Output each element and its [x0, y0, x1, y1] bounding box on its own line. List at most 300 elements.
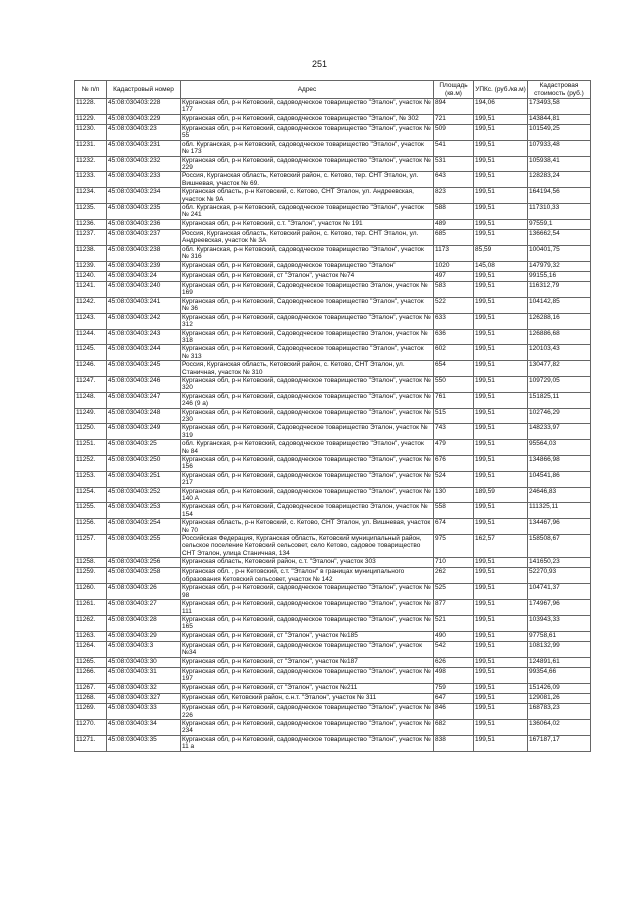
address-cell: Курганская область, р-н Кетовский, с. Кетово, СНТ Эталон, ул. Вишневая, участок № 70 [181, 519, 434, 535]
upks-cell: 199,51 [474, 204, 528, 220]
address-cell: Курганская обл, р-н Кетовский, садоводческое товарищество "Эталон", участок № 11 а [181, 735, 434, 751]
address-cell: обл. Курганская, р-н Кетовский, садоводческое товарищество "Эталон", участок № 173 [181, 140, 434, 156]
table-row [75, 114, 591, 124]
table-row [75, 99, 591, 115]
cadastral-value-cell: 97758,61 [528, 631, 591, 641]
table-row [75, 313, 591, 329]
area-cell: 626 [434, 657, 474, 667]
cadastral-number-cell: 45:08:030403:32 [107, 683, 181, 693]
cadastral-value-cell: 136064,02 [528, 719, 591, 735]
upks-cell: 199,51 [474, 345, 528, 361]
upks-cell: 199,51 [474, 693, 528, 703]
area-cell: 498 [434, 667, 474, 683]
address-cell: Курганская обл, Кетовский район, с.н.т. "Эталон", участок № 311 [181, 693, 434, 703]
table-row [75, 271, 591, 281]
upks-cell: 199,51 [474, 188, 528, 204]
area-cell: 521 [434, 615, 474, 631]
area-cell: 676 [434, 456, 474, 472]
cadastral-value-cell: 107933,48 [528, 140, 591, 156]
cadastral-number-cell: 45:08:030403:35 [107, 735, 181, 751]
table-row [75, 535, 591, 558]
cadastral-number-cell: 45:08:030403:231 [107, 140, 181, 156]
cadastral-number-cell: 45:08:030403:251 [107, 471, 181, 487]
page-number: 251 [311, 59, 328, 69]
address-cell: Курганская обл. , р-н Кетовский, с.т. "Эталон" в границах муниципального образования Кетовский сельсовет, участок № 142 [181, 568, 434, 584]
row-number-cell: 11238. [75, 245, 107, 261]
area-cell: 542 [434, 641, 474, 657]
address-cell: Курганская область, р-н Кетовский, с. Кетово, СНТ Эталон, ул. Андреевская, участок № 9А [181, 188, 434, 204]
area-cell: 743 [434, 424, 474, 440]
table-row [75, 245, 591, 261]
upks-cell: 199,51 [474, 657, 528, 667]
area-cell: 558 [434, 503, 474, 519]
address-cell: Курганская обл, р-н Кетовский, садоводческое товарищество "Эталон", участок № 177 [181, 99, 434, 115]
row-number-cell: 11264. [75, 641, 107, 657]
address-cell: Курганская обл, р-н Кетовский, садоводческое товарищество "Эталон", участок № 165 [181, 615, 434, 631]
address-cell: обл. Курганская, р-н Кетовский, садоводческое товарищество "Эталон", участок № 241 [181, 204, 434, 220]
area-cell: 674 [434, 519, 474, 535]
area-cell: 975 [434, 535, 474, 558]
row-number-cell: 11234. [75, 188, 107, 204]
table-row [75, 140, 591, 156]
upks-cell: 199,51 [474, 230, 528, 246]
area-cell: 509 [434, 125, 474, 141]
cadastral-number-cell: 45:08:030403:30 [107, 657, 181, 667]
address-cell: Курганская обл, р-н Кетовский, садоводческое товарищество "Эталон", участок № 312 [181, 313, 434, 329]
address-cell: Курганская обл, р-н Кетовский, садоводческое товарищество "Эталон", участок № 98 [181, 584, 434, 600]
area-cell: 515 [434, 408, 474, 424]
row-number-cell: 11247. [75, 376, 107, 392]
cadastral-number-cell: 45:08:030403:234 [107, 188, 181, 204]
cadastral-number-cell: 45:08:030403:233 [107, 172, 181, 188]
address-cell: обл. Курганская, р-н Кетовский, садоводческое товарищество "Эталон", участок № 84 [181, 440, 434, 456]
cadastral-number-cell: 45:08:030403:327 [107, 693, 181, 703]
area-cell: 489 [434, 219, 474, 229]
upks-cell: 199,51 [474, 719, 528, 735]
cadastral-number-cell: 45:08:030403:23 [107, 125, 181, 141]
row-number-cell: 11228. [75, 99, 107, 115]
upks-cell: 85,59 [474, 245, 528, 261]
row-number-cell: 11251. [75, 440, 107, 456]
cadastral-number-cell: 45:08:030403:229 [107, 114, 181, 124]
address-cell: Курганская обл, р-н Кетовский, садоводческое товарищество "Эталон", участок № 140 А [181, 487, 434, 503]
address-cell: Курганская обл, р-н Кетовский, садоводческое товарищество "Эталон", участок № 234 [181, 719, 434, 735]
area-cell: 682 [434, 719, 474, 735]
address-cell: Курганская обл, р-н Кетовский, садоводческое товарищество "Эталон", участок № 246 (9 а) [181, 392, 434, 408]
table-row [75, 615, 591, 631]
table-row [75, 667, 591, 683]
row-number-cell: 11237. [75, 230, 107, 246]
table-row [75, 329, 591, 345]
table-row [75, 392, 591, 408]
header-upks: УПКс. (руб./кв.м) [474, 81, 528, 99]
cadastral-value-cell: 143844,81 [528, 114, 591, 124]
upks-cell: 199,51 [474, 735, 528, 751]
table-row [75, 631, 591, 641]
upks-cell: 199,51 [474, 440, 528, 456]
cadastral-number-cell: 45:08:030403:238 [107, 245, 181, 261]
cadastral-value-cell: 99155,16 [528, 271, 591, 281]
address-cell: Россия, Курганская область, Кетовский район, с. Кетово, тер. СНТ Эталон, ул. Вишневая, участок № 69. [181, 172, 434, 188]
cadastral-value-cell: 151426,09 [528, 683, 591, 693]
upks-cell: 199,51 [474, 503, 528, 519]
header-cadastral-number: Кадастровый номер [107, 81, 181, 99]
upks-cell: 199,51 [474, 114, 528, 124]
table-row [75, 693, 591, 703]
cadastral-value-cell: 99354,66 [528, 667, 591, 683]
row-number-cell: 11265. [75, 657, 107, 667]
row-number-cell: 11236. [75, 219, 107, 229]
area-cell: 1020 [434, 261, 474, 271]
row-number-cell: 11263. [75, 631, 107, 641]
upks-cell: 199,51 [474, 219, 528, 229]
address-cell: Россия, Курганская область, Кетовский район, с. Кетово, СНТ Эталон, ул. Станичная, участок № 310 [181, 361, 434, 377]
upks-cell: 189,59 [474, 487, 528, 503]
area-cell: 710 [434, 558, 474, 568]
cadastral-number-cell: 45:08:030403:228 [107, 99, 181, 115]
row-number-cell: 11268. [75, 693, 107, 703]
cadastral-value-cell: 173493,58 [528, 99, 591, 115]
row-number-cell: 11248. [75, 392, 107, 408]
cadastral-number-cell: 45:08:030403:33 [107, 704, 181, 720]
cadastral-number-cell: 45:08:030403:256 [107, 558, 181, 568]
area-cell: 522 [434, 297, 474, 313]
area-cell: 643 [434, 172, 474, 188]
upks-cell: 199,51 [474, 683, 528, 693]
row-number-cell: 11232. [75, 156, 107, 172]
cadastral-value-cell: 100401,75 [528, 245, 591, 261]
row-number-cell: 11230. [75, 125, 107, 141]
table-row [75, 230, 591, 246]
area-cell: 894 [434, 99, 474, 115]
cadastral-value-cell: 97559,1 [528, 219, 591, 229]
address-cell: Курганская обл, р-н Кетовский, ст "Эталон", участок №74 [181, 271, 434, 281]
area-cell: 761 [434, 392, 474, 408]
cadastral-number-cell: 45:08:030403:241 [107, 297, 181, 313]
upks-cell: 199,51 [474, 172, 528, 188]
upks-cell: 199,51 [474, 667, 528, 683]
address-cell: Курганская обл, р-н Кетовский, садоводческое товарищество "Эталон", участок № 55 [181, 125, 434, 141]
row-number-cell: 11233. [75, 172, 107, 188]
row-number-cell: 11259. [75, 568, 107, 584]
area-cell: 654 [434, 361, 474, 377]
area-cell: 823 [434, 188, 474, 204]
area-cell: 550 [434, 376, 474, 392]
cadastral-value-cell: 103943,33 [528, 615, 591, 631]
area-cell: 846 [434, 704, 474, 720]
address-cell: Курганская обл, р-н Кетовский, Садоводческое товарищество "Эталон", участок № 313 [181, 345, 434, 361]
upks-cell: 199,51 [474, 392, 528, 408]
cadastral-number-cell: 45:08:030403:258 [107, 568, 181, 584]
cadastral-value-cell: 128283,24 [528, 172, 591, 188]
cadastral-value-cell: 126886,68 [528, 329, 591, 345]
upks-cell: 199,51 [474, 456, 528, 472]
table-row [75, 719, 591, 735]
cadastral-value-cell: 164194,56 [528, 188, 591, 204]
cadastral-number-cell: 45:08:030403:252 [107, 487, 181, 503]
upks-cell: 199,51 [474, 641, 528, 657]
cadastral-number-cell: 45:08:030403:242 [107, 313, 181, 329]
cadastral-number-cell: 45:08:030403:245 [107, 361, 181, 377]
area-cell: 479 [434, 440, 474, 456]
table-row [75, 584, 591, 600]
upks-cell: 199,51 [474, 471, 528, 487]
cadastral-value-cell: 117310,33 [528, 204, 591, 220]
cadastral-number-cell: 45:08:030403:239 [107, 261, 181, 271]
table-row [75, 261, 591, 271]
cadastral-value-cell: 24646,83 [528, 487, 591, 503]
table-row [75, 519, 591, 535]
cadastral-number-cell: 45:08:030403:249 [107, 424, 181, 440]
address-cell: Курганская обл, р-н Кетовский, с.т. "Эталон", участок № 191 [181, 219, 434, 229]
upks-cell: 194,06 [474, 99, 528, 115]
row-number-cell: 11267. [75, 683, 107, 693]
table-row [75, 156, 591, 172]
area-cell: 1173 [434, 245, 474, 261]
cadastral-number-cell: 45:08:030403:248 [107, 408, 181, 424]
table-row [75, 125, 591, 141]
header-address: Адрес [181, 81, 434, 99]
area-cell: 759 [434, 683, 474, 693]
cadastral-number-cell: 45:08:030403:254 [107, 519, 181, 535]
cadastral-value-cell: 108132,99 [528, 641, 591, 657]
address-cell: Курганская обл, р-н Кетовский, ст "Эталон", участок №211 [181, 683, 434, 693]
cadastral-value-cell: 168783,23 [528, 704, 591, 720]
area-cell: 685 [434, 230, 474, 246]
row-number-cell: 11250. [75, 424, 107, 440]
cadastral-number-cell: 45:08:030403:240 [107, 282, 181, 298]
row-number-cell: 11269. [75, 704, 107, 720]
upks-cell: 162,57 [474, 535, 528, 558]
address-cell: Курганская обл, р-н Кетовский, ст "Эталон", участок №187 [181, 657, 434, 667]
cadastral-value-cell: 116312,79 [528, 282, 591, 298]
upks-cell: 199,51 [474, 361, 528, 377]
cadastral-number-cell: 45:08:030403:250 [107, 456, 181, 472]
upks-cell: 199,51 [474, 558, 528, 568]
row-number-cell: 11258. [75, 558, 107, 568]
cadastral-number-cell: 45:08:030403:246 [107, 376, 181, 392]
table-row [75, 345, 591, 361]
cadastral-table [74, 80, 591, 752]
row-number-cell: 11239. [75, 261, 107, 271]
row-number-cell: 11231. [75, 140, 107, 156]
address-cell: Курганская обл, р-н Кетовский, Садоводческое товарищество Эталон, участок № 318 [181, 329, 434, 345]
address-cell: Курганская обл, р-н Кетовский, садоводческое товарищество "Эталон", участок № 217 [181, 471, 434, 487]
row-number-cell: 11255. [75, 503, 107, 519]
address-cell: Курганская обл, р-н Кетовский, садоводческое товарищество "Эталон", участок № 111 [181, 600, 434, 616]
area-cell: 602 [434, 345, 474, 361]
table-row [75, 487, 591, 503]
table-row [75, 683, 591, 693]
table-row [75, 172, 591, 188]
area-cell: 262 [434, 568, 474, 584]
cadastral-value-cell: 174967,96 [528, 600, 591, 616]
area-cell: 583 [434, 282, 474, 298]
table-row [75, 735, 591, 751]
upks-cell: 199,51 [474, 271, 528, 281]
address-cell: Курганская обл, р-н Кетовский, садоводческое товарищество "Эталон", участок № 197 [181, 667, 434, 683]
cadastral-value-cell: 104142,85 [528, 297, 591, 313]
address-cell: Курганская обл, р-н Кетовский, садоводческое товарищество "Эталон", участок № 230 [181, 408, 434, 424]
cadastral-number-cell: 45:08:030403:247 [107, 392, 181, 408]
row-number-cell: 11253. [75, 471, 107, 487]
row-number-cell: 11262. [75, 615, 107, 631]
row-number-cell: 11266. [75, 667, 107, 683]
row-number-cell: 11229. [75, 114, 107, 124]
cadastral-number-cell: 45:08:030403:25 [107, 440, 181, 456]
address-cell: Курганская обл, р-н Кетовский, Садоводческое товарищество Эталон, участок № 154 [181, 503, 434, 519]
header-cadastral-value: Кадастровая стоимость (руб.) [528, 81, 591, 99]
address-cell: обл. Курганская, р-н Кетовский, садоводческое товарищество "Эталон", участок № 316 [181, 245, 434, 261]
cadastral-value-cell: 109729,05 [528, 376, 591, 392]
row-number-cell: 11244. [75, 329, 107, 345]
cadastral-value-cell: 130477,82 [528, 361, 591, 377]
upks-cell: 199,51 [474, 329, 528, 345]
address-cell: Курганская обл, р-н Кетовский, садоводческое товарищество "Эталон", участок № 320 [181, 376, 434, 392]
row-number-cell: 11249. [75, 408, 107, 424]
cadastral-value-cell: 104541,86 [528, 471, 591, 487]
address-cell: Курганская обл, р-н Кетовский, садоводческое товарищество "Эталон", участок №34 [181, 641, 434, 657]
table-row [75, 188, 591, 204]
cadastral-number-cell: 45:08:030403:29 [107, 631, 181, 641]
cadastral-value-cell: 120103,43 [528, 345, 591, 361]
row-number-cell: 11246. [75, 361, 107, 377]
cadastral-number-cell: 45:08:030403:255 [107, 535, 181, 558]
area-cell: 633 [434, 313, 474, 329]
table-row [75, 282, 591, 298]
row-number-cell: 11260. [75, 584, 107, 600]
row-number-cell: 11241. [75, 282, 107, 298]
cadastral-value-cell: 147979,32 [528, 261, 591, 271]
upks-cell: 199,51 [474, 704, 528, 720]
cadastral-value-cell: 95564,03 [528, 440, 591, 456]
cadastral-value-cell: 158508,67 [528, 535, 591, 558]
area-cell: 541 [434, 140, 474, 156]
upks-cell: 199,51 [474, 584, 528, 600]
cadastral-value-cell: 134866,98 [528, 456, 591, 472]
address-cell: Курганская обл, р-н Кетовский, садоводческое товарищество "Эталон", участок № 229 [181, 156, 434, 172]
table-row [75, 641, 591, 657]
table-header-row [75, 81, 591, 99]
cadastral-value-cell: 134467,96 [528, 519, 591, 535]
area-cell: 531 [434, 156, 474, 172]
cadastral-number-cell: 45:08:030403:3 [107, 641, 181, 657]
row-number-cell: 11243. [75, 313, 107, 329]
table-row [75, 471, 591, 487]
cadastral-value-cell: 148233,97 [528, 424, 591, 440]
upks-cell: 199,51 [474, 313, 528, 329]
cadastral-number-cell: 45:08:030403:24 [107, 271, 181, 281]
cadastral-number-cell: 45:08:030403:34 [107, 719, 181, 735]
cadastral-number-cell: 45:08:030403:236 [107, 219, 181, 229]
cadastral-value-cell: 151825,11 [528, 392, 591, 408]
address-cell: Российская Федерация, Курганская область, Кетовский муниципальный район, сельское поселение Кетовский сельсовет, село Кетово, садовое товарищество СНТ Эталон, улица Станичная, 134 [181, 535, 434, 558]
upks-cell: 199,51 [474, 282, 528, 298]
cadastral-value-cell: 105938,41 [528, 156, 591, 172]
row-number-cell: 11257. [75, 535, 107, 558]
table-row [75, 297, 591, 313]
area-cell: 636 [434, 329, 474, 345]
table-row [75, 204, 591, 220]
address-cell: Курганская обл, р-н Кетовский, садоводческое товарищество "Эталон", участок № 156 [181, 456, 434, 472]
header-number: № п/п [75, 81, 107, 99]
address-cell: Курганская обл, р-н Кетовский, садоводческое товарищество "Эталон", № 302 [181, 114, 434, 124]
row-number-cell: 11270. [75, 719, 107, 735]
area-cell: 877 [434, 600, 474, 616]
area-cell: 588 [434, 204, 474, 220]
table-row [75, 704, 591, 720]
address-cell: Курганская обл, р-н Кетовский, Садоводческое товарищество Эталон, участок № 169 [181, 282, 434, 298]
cadastral-value-cell: 141650,23 [528, 558, 591, 568]
upks-cell: 199,51 [474, 297, 528, 313]
cadastral-value-cell: 52270,93 [528, 568, 591, 584]
upks-cell: 199,51 [474, 519, 528, 535]
cadastral-number-cell: 45:08:030403:26 [107, 584, 181, 600]
cadastral-value-cell: 136662,54 [528, 230, 591, 246]
upks-cell: 199,51 [474, 424, 528, 440]
cadastral-number-cell: 45:08:030403:31 [107, 667, 181, 683]
cadastral-number-cell: 45:08:030403:27 [107, 600, 181, 616]
area-cell: 647 [434, 693, 474, 703]
table-row [75, 361, 591, 377]
area-cell: 524 [434, 471, 474, 487]
cadastral-value-cell: 124891,61 [528, 657, 591, 667]
area-cell: 497 [434, 271, 474, 281]
table-row [75, 456, 591, 472]
cadastral-number-cell: 45:08:030403:237 [107, 230, 181, 246]
upks-cell: 199,51 [474, 408, 528, 424]
row-number-cell: 11254. [75, 487, 107, 503]
table-row [75, 376, 591, 392]
table-row [75, 558, 591, 568]
upks-cell: 199,51 [474, 615, 528, 631]
row-number-cell: 11240. [75, 271, 107, 281]
cadastral-number-cell: 45:08:030403:253 [107, 503, 181, 519]
cadastral-value-cell: 167187,17 [528, 735, 591, 751]
cadastral-number-cell: 45:08:030403:232 [107, 156, 181, 172]
cadastral-value-cell: 126288,16 [528, 313, 591, 329]
upks-cell: 199,51 [474, 631, 528, 641]
upks-cell: 199,51 [474, 600, 528, 616]
area-cell: 490 [434, 631, 474, 641]
area-cell: 525 [434, 584, 474, 600]
table-row [75, 219, 591, 229]
row-number-cell: 11256. [75, 519, 107, 535]
address-cell: Россия, Курганская область, Кетовский район, с. Кетово, тер. СНТ Эталон, ул. Андреевская, участок № 3А [181, 230, 434, 246]
upks-cell: 145,08 [474, 261, 528, 271]
table-row [75, 424, 591, 440]
row-number-cell: 11271. [75, 735, 107, 751]
cadastral-number-cell: 45:08:030403:243 [107, 329, 181, 345]
cadastral-value-cell: 101549,25 [528, 125, 591, 141]
table-row [75, 440, 591, 456]
header-area: Площадь (кв.м) [434, 81, 474, 99]
cadastral-value-cell: 102746,29 [528, 408, 591, 424]
row-number-cell: 11252. [75, 456, 107, 472]
table-row [75, 600, 591, 616]
area-cell: 838 [434, 735, 474, 751]
cadastral-value-cell: 104741,37 [528, 584, 591, 600]
area-cell: 721 [434, 114, 474, 124]
upks-cell: 199,51 [474, 156, 528, 172]
area-cell: 130 [434, 487, 474, 503]
upks-cell: 199,51 [474, 376, 528, 392]
address-cell: Курганская обл, р-н Кетовский, Садоводческое товарищество Эталон, участок № 319 [181, 424, 434, 440]
upks-cell: 199,51 [474, 125, 528, 141]
table-row [75, 568, 591, 584]
cadastral-number-cell: 45:08:030403:28 [107, 615, 181, 631]
cadastral-number-cell: 45:08:030403:235 [107, 204, 181, 220]
